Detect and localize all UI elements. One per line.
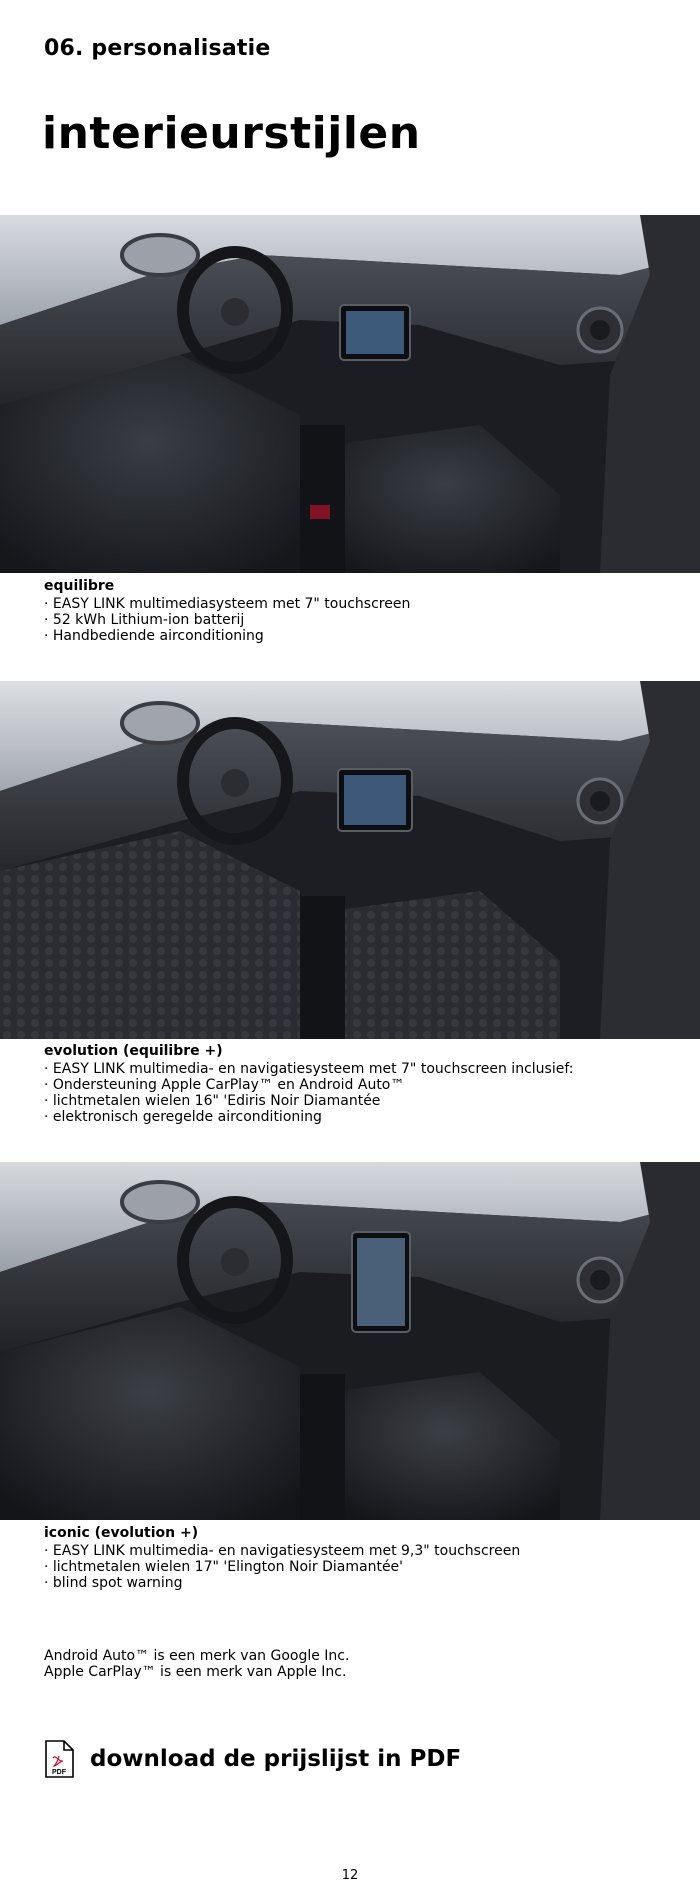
feature-item: · lichtmetalen wielen 16" 'Ediris Noir Diamantée (44, 1093, 664, 1109)
feature-item: · EASY LINK multimedia- en navigatiesysteem met 7" touchscreen inclusief: (44, 1061, 664, 1077)
feature-list (44, 596, 664, 644)
feature-item: · blind spot warning (44, 1575, 664, 1591)
interior-photo-evolution (0, 681, 700, 1039)
interior-caption-equilibre (44, 578, 664, 644)
feature-item: · Handbediende airconditioning (44, 628, 664, 644)
interior-caption-iconic (44, 1525, 664, 1591)
feature-item: · EASY LINK multimediasysteem met 7" touchscreen (44, 596, 664, 612)
download-label: download de prijslijst in PDF (90, 1746, 462, 1772)
interior-photo-iconic (0, 1162, 700, 1520)
trademark-note: Apple CarPlay™ is een merk van Apple Inc. (44, 1664, 347, 1680)
page-number: 12 (341, 1868, 359, 1883)
download-pricelist-link[interactable] (44, 1740, 461, 1778)
trademark-note: Android Auto™ is een merk van Google Inc. (44, 1648, 350, 1664)
feature-item: · 52 kWh Lithium-ion batterij (44, 612, 664, 628)
feature-item: · Ondersteuning Apple CarPlay™ en Android Auto™ (44, 1077, 664, 1093)
interior-title: evolution (equilibre +) (44, 1043, 223, 1059)
feature-list (44, 1543, 664, 1591)
feature-item: · EASY LINK multimedia- en navigatiesysteem met 9,3" touchscreen (44, 1543, 664, 1559)
trademark-notes (44, 1648, 349, 1680)
section-label: 06. personalisatie (44, 36, 271, 61)
interior-title: equilibre (44, 578, 115, 594)
feature-item: · lichtmetalen wielen 17" 'Elington Noir Diamantée' (44, 1559, 664, 1575)
feature-item: · elektronisch geregelde airconditioning (44, 1109, 664, 1125)
pdf-icon-label: PDF (52, 1769, 66, 1776)
feature-list (44, 1061, 664, 1125)
page-title: interieurstijlen (42, 108, 421, 159)
interior-title: iconic (evolution +) (44, 1525, 199, 1541)
interior-photo-equilibre (0, 215, 700, 573)
pdf-file-icon (44, 1740, 74, 1778)
interior-caption-evolution (44, 1043, 664, 1125)
